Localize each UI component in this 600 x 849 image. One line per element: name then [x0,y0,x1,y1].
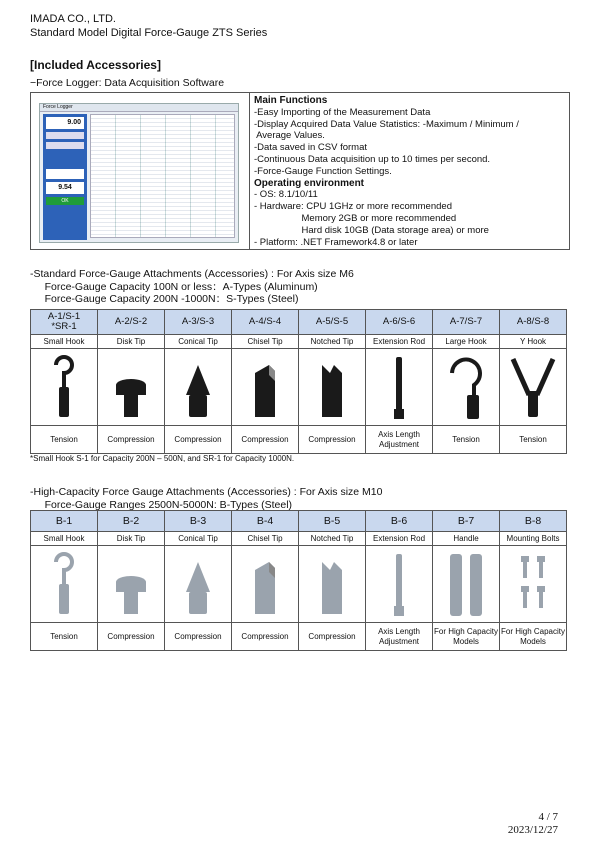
software-screenshot [39,103,239,243]
part-code: B-8 [500,511,567,532]
y-hook-icon [507,351,559,423]
standard-heading [30,268,354,306]
conical-tip-icon [172,548,224,620]
part-code: B-1 [31,511,98,532]
small-hook-icon [38,548,90,620]
screenshot-side-panel [43,114,87,240]
env-item: Memory 2GB or more recommended [254,212,457,224]
part-image [299,546,366,623]
high-image-row [31,546,567,623]
part-image [98,546,165,623]
notched-tip-icon [306,548,358,620]
part-code: A-4/S-4 [232,310,299,335]
part-name: Notched Tip [299,335,366,349]
part-use: Axis Length Adjustment [366,623,433,651]
page-footer [508,811,558,837]
feature-list [249,93,569,249]
conical-tip-icon [172,351,224,423]
high-heading [30,486,382,511]
part-code: A-5/S-5 [299,310,366,335]
footer-date: 2023/12/27 [507,824,558,836]
part-name: Mounting Bolts [500,532,567,546]
small-hook-icon [38,351,90,423]
env-item: - Hardware: CPU 1GHz or more recommended [254,201,452,213]
part-code: B-5 [299,511,366,532]
large-hook-icon [440,351,492,423]
function-item: -Easy Importing of the Measurement Data [254,106,431,118]
part-code: B-7 [433,511,500,532]
part-code: B-2 [98,511,165,532]
standard-line: Force-Gauge Capacity 100N or less：A-Types (Aluminum) [30,280,318,293]
small-hook-note: *Small Hook S-1 for Capacity 200N – 500N, and SR-1 for Capacity 1000N. [30,454,295,463]
part-use: Axis Length Adjustment [366,426,433,454]
part-use: Tension [500,426,567,454]
standard-name-row [31,335,567,349]
part-use: Compression [232,623,299,651]
standard-image-row [31,349,567,426]
standard-use-row [31,426,567,454]
extension-rod-icon [373,351,425,423]
part-code: A-1/S-1 *SR-1 [31,310,98,335]
notched-tip-icon [306,351,358,423]
part-code: B-3 [165,511,232,532]
part-name: Disk Tip [98,532,165,546]
company-name: IMADA CO., LTD. [30,13,116,25]
mounting-bolts-icon [507,548,559,620]
high-line: -High-Capacity Force Gauge Attachments (Accessories) : For Axis size M10 [30,486,383,498]
page-number: 4 / 7 [538,811,558,823]
part-use: Compression [98,623,165,651]
part-name: Disk Tip [98,335,165,349]
high-use-row [31,623,567,651]
screenshot-reading-top: 9.00 [46,117,84,129]
part-use: Compression [299,426,366,454]
chisel-tip-icon [239,351,291,423]
high-name-row [31,532,567,546]
part-name: Y Hook [500,335,567,349]
part-code: A-8/S-8 [500,310,567,335]
env-item: - Platform: .NET Framework4.8 or later [254,236,418,248]
part-use: For High Capacity Models [433,623,500,651]
part-use: Tension [31,426,98,454]
part-image [165,546,232,623]
part-image [31,546,98,623]
part-image [500,349,567,426]
part-image [433,349,500,426]
standard-line: Force-Gauge Capacity 200N -1000N：S-Types (Steel) [30,293,299,305]
part-name: Small Hook [31,532,98,546]
part-image [31,349,98,426]
extension-rod-icon [373,548,425,620]
function-item: -Display Acquired Data Value Statistics: -Maximum / Minimum / [254,118,519,130]
standard-line: -Standard Force-Gauge Attachments (Accessories) : For Axis size M6 [30,268,354,280]
function-item: Average Values. [254,130,325,142]
env-item: - OS: 8.1/10/11 [254,189,318,201]
part-code: A-7/S-7 [433,310,500,335]
logger-label: −Force Logger: Data Acquisition Software [30,77,225,89]
screenshot-title-bar: Force Logger [40,104,238,112]
part-image [232,349,299,426]
part-use: Compression [232,426,299,454]
part-use: Tension [31,623,98,651]
part-use: Tension [433,426,500,454]
part-image [165,349,232,426]
force-logger-box [30,92,570,250]
part-use: Compression [165,623,232,651]
disk-tip-icon [105,351,157,423]
part-use: Compression [299,623,366,651]
chisel-tip-icon [239,548,291,620]
part-image [299,349,366,426]
part-use: Compression [165,426,232,454]
part-code: A-2/S-2 [98,310,165,335]
function-item: -Data saved in CSV format [254,142,367,154]
part-code: B-6 [366,511,433,532]
part-name: Extension Rod [366,532,433,546]
part-image [232,546,299,623]
function-item: -Continuous Data acquisition up to 10 times per second. [254,153,491,165]
part-use: For High Capacity Models [500,623,567,651]
part-image [366,546,433,623]
disk-tip-icon [105,548,157,620]
high-line: Force-Gauge Ranges 2500N-5000N: B-Types (Steel) [30,498,293,511]
part-code: A-3/S-3 [165,310,232,335]
part-code: A-6/S-6 [366,310,433,335]
screenshot-ok-button: OK [46,197,84,205]
part-name: Small Hook [31,335,98,349]
part-image [98,349,165,426]
handle-icon [440,548,492,620]
env-item: Hard disk 10GB (Data storage area) or more [254,224,489,236]
standard-attachments-table [30,309,567,454]
standard-code-row [31,310,567,335]
part-name: Chisel Tip [232,335,299,349]
series-name: Standard Model Digital Force-Gauge ZTS Series [30,27,268,39]
part-name: Chisel Tip [232,532,299,546]
part-image [500,546,567,623]
main-functions-title: Main Functions [254,95,328,106]
part-name: Large Hook [433,335,500,349]
part-name: Conical Tip [165,335,232,349]
high-code-row [31,511,567,532]
part-code: B-4 [232,511,299,532]
section-title: [Included Accessories] [30,58,161,72]
part-image [433,546,500,623]
high-capacity-attachments-table [30,510,567,651]
part-image [366,349,433,426]
screenshot-data-grid [90,114,235,238]
screenshot-reading-bottom: 9.54 [46,182,84,194]
part-name: Handle [433,532,500,546]
part-name: Extension Rod [366,335,433,349]
function-item: -Force-Gauge Function Settings. [254,165,392,177]
part-name: Conical Tip [165,532,232,546]
env-title: Operating environment [254,177,365,189]
part-name: Notched Tip [299,532,366,546]
document-header [30,12,267,40]
part-use: Compression [98,426,165,454]
